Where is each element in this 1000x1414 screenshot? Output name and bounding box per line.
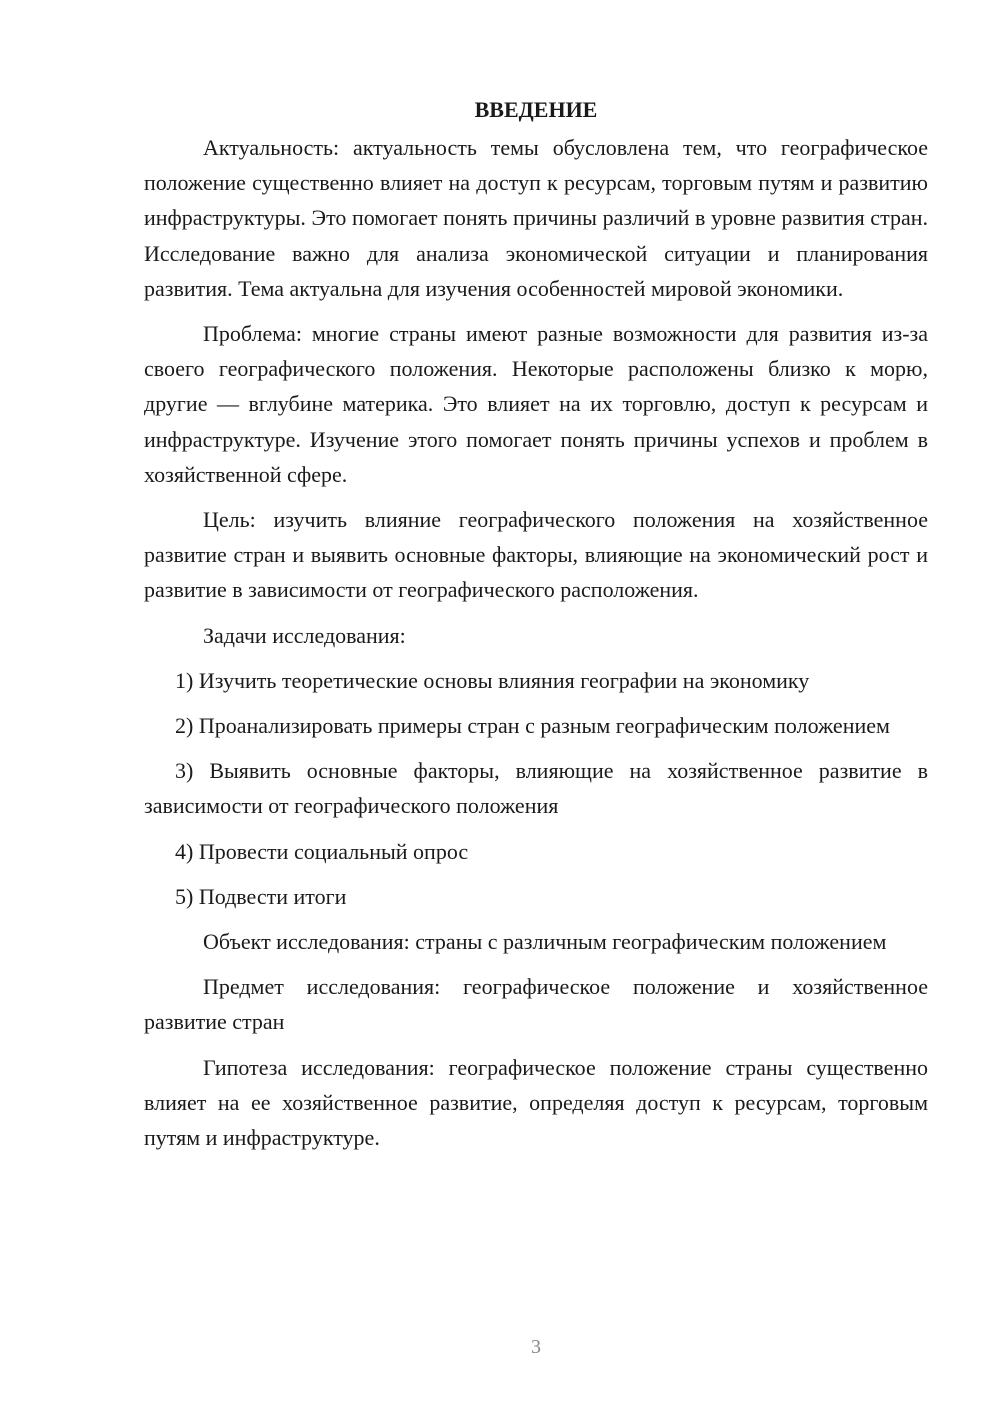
task-item-1: 1) Изучить теоретические основы влияния географии на экономику — [175, 667, 810, 693]
document-page — [144, 94, 928, 1165]
relevance-paragraph: Актуальность: актуальность темы обусловлена тем, что географическое положение существенно влияет на доступ к ресурсам, торговым путям и развитию инфраструктуры. Это помогает понять причины различий в уровне развития стран. Исследование важно для анализа экономической ситуации и планирования развития. Тема актуальна для изучения особенностей мировой экономики. — [144, 135, 928, 301]
hypothesis-paragraph: Гипотеза исследования: географическое положение страны существенно влияет на ее хозяйственное развитие, определяя доступ к ресурсам, торговым путям и инфраструктуре. — [144, 1054, 928, 1151]
task-item-3: 3) Выявить основные факторы, влияющие на хозяйственное развитие в зависимости от географического положения — [144, 758, 928, 819]
task-item-2: 2) Проанализировать примеры стран с разным географическим положением — [175, 713, 890, 739]
problem-paragraph: Проблема: многие страны имеют разные возможности для развития из-за своего географического положения. Некоторые расположены близко к морю, другие — вглубине материка. Это влияет на их торговлю, доступ к ресурсам и инфраструктуре. Изучение этого помогает понять причины успехов и проблем в хозяйственной сфере. — [144, 321, 928, 487]
page-number: 3 — [531, 1336, 541, 1358]
section-heading: ВВЕДЕНИЕ — [474, 97, 598, 122]
tasks-title: Задачи исследования: — [203, 622, 406, 648]
task-item-4: 4) Провести социальный опрос — [175, 838, 469, 864]
task-item-5: 5) Подвести итоги — [175, 883, 347, 909]
object-paragraph: Объект исследования: страны с различным географическим положением — [203, 929, 887, 955]
subject-paragraph: Предмет исследования: географическое положение и хозяйственное развитие стран — [144, 974, 928, 1035]
goal-paragraph: Цель: изучить влияние географического положения на хозяйственное развитие стран и выявить основные факторы, влияющие на экономический рост и развитие в зависимости от географического расположения. — [144, 507, 928, 603]
